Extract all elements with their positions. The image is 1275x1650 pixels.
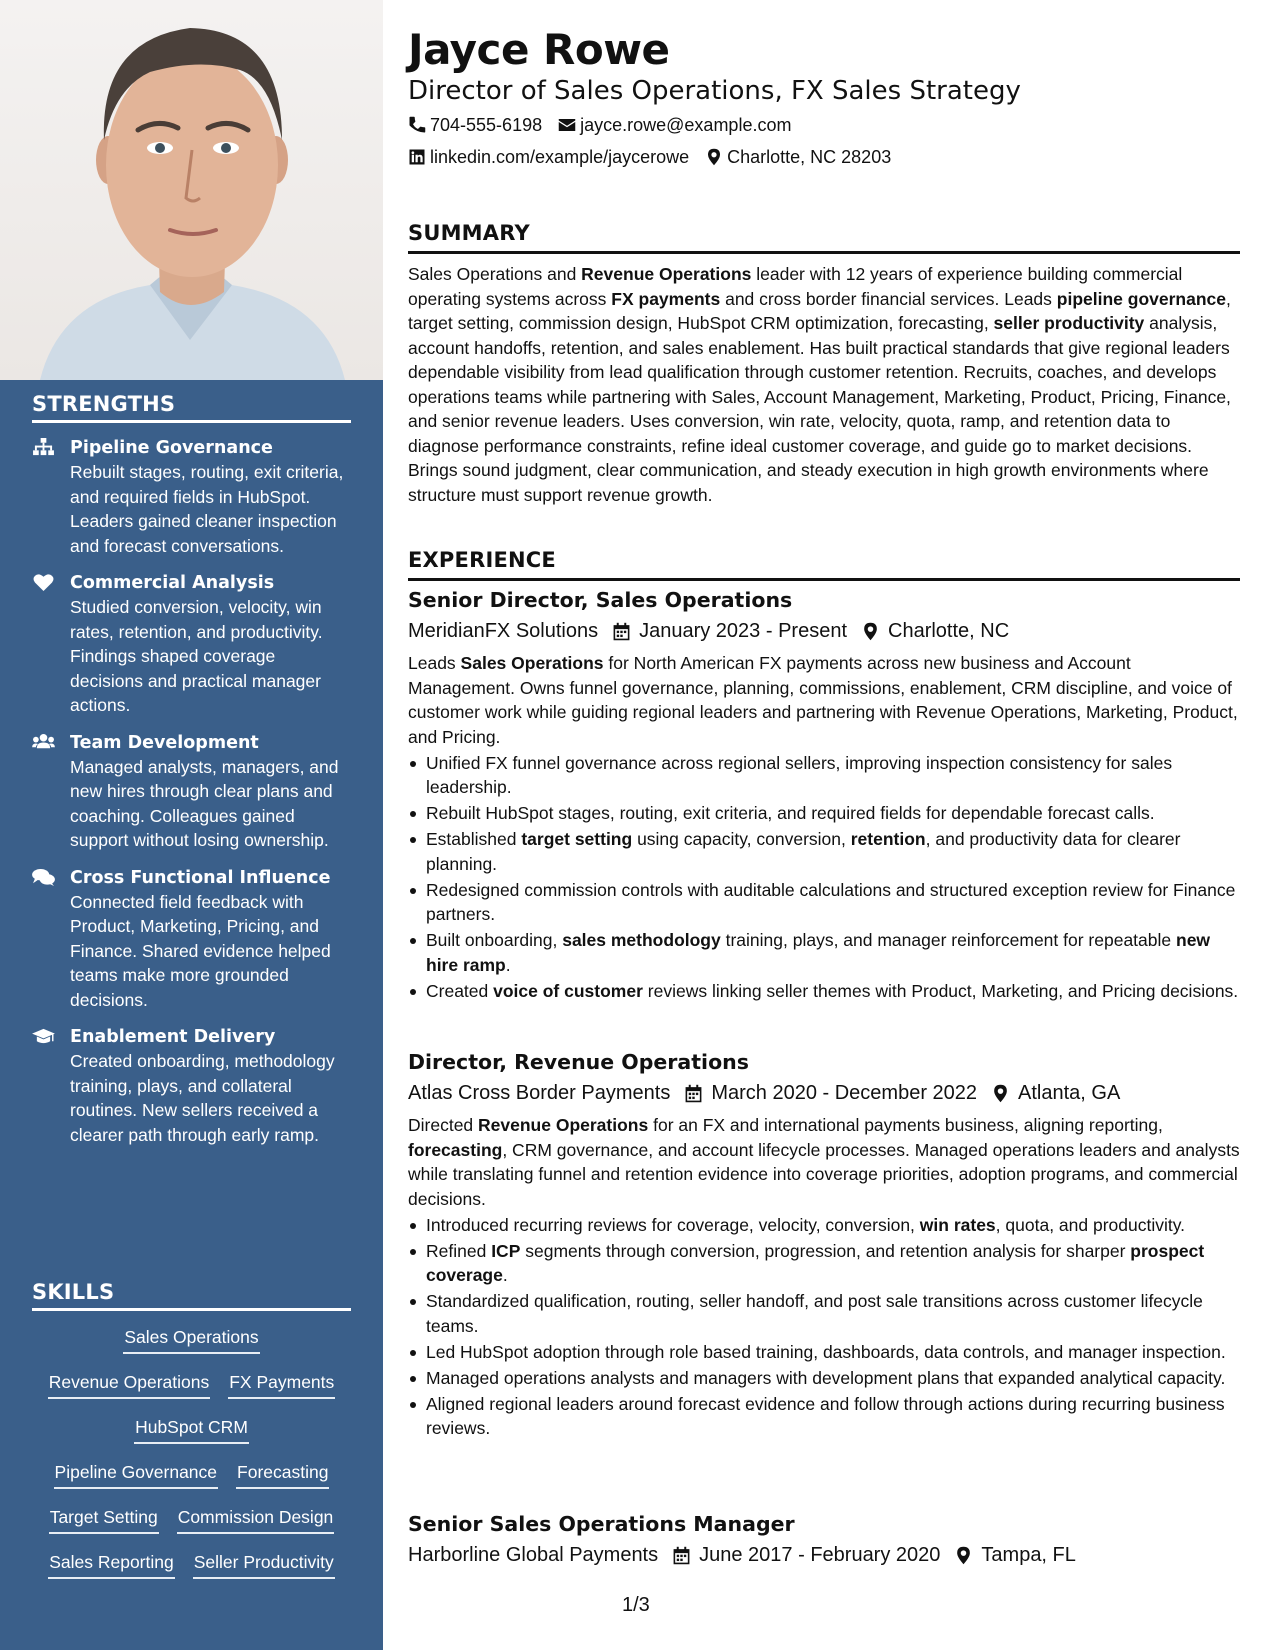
bullet-item: Unified FX funnel governance across regional sellers, improving inspection consistency for sales leadership. [408,751,1240,800]
contact-line [408,113,791,137]
phone-number: 704-555-6198 [430,115,543,135]
skill-tag: FX Payments [228,1370,335,1399]
job-dates: June 2017 - February 2020 [699,1544,941,1566]
strength-item [32,866,351,1013]
strength-title: Cross Functional Influence [70,867,331,888]
sidebar [0,0,383,1650]
job-entry [408,586,1240,1003]
summary-text: Sales Operations and Revenue Operations leader with 12 years of experience building commercial operating systems across FX payments and cross border financial services. Leads pipeline governance, target setting, commission design, HubSpot CRM optimization, forecasting, seller productivity analysis, account handoffs, retention, and sales enablement. Has built practical standards that give regional leaders dependable visibility from lead qualification through customer retention. Recruits, coaches, and develops operations teams while partnering with Sales, Account Management, Marketing, Product, Pricing, Finance, and senior revenue leaders. Uses conversion, win rate, velocity, quota, ramp, and retention data to diagnose performance constraints, refine ideal customer coverage, and guide go to market decisions. Brings sound judgment, clear communication, and steady execution in high growth environments where structure must support revenue growth. [408,264,1231,505]
strengths-heading: STRENGTHS [32,392,351,423]
job-title: Senior Sales Operations Manager [408,1512,795,1536]
portrait-illustration [0,0,383,380]
comments-icon [32,866,70,1013]
skill-tag: Pipeline Governance [54,1460,218,1489]
heart-icon [32,571,70,718]
users-icon [32,731,70,853]
map-marker-icon [861,622,880,641]
strength-text: Connected field feedback with Product, Marketing, Pricing, and Finance. Shared evidence helped teams make more grounded decisions. [70,891,331,1010]
job-title: Director, Revenue Operations [408,1050,749,1074]
job-description: Leads Sales Operations for North American FX payments across new business and Account Management. Owns funnel governance, planning, commissions, enablement, CRM discipline, and voice of customer work while guiding regional leaders and partnering with Revenue Operations, Marketing, Product, and Pricing. [408,653,1238,747]
skills-row [32,1415,351,1460]
strength-title: Pipeline Governance [70,438,273,458]
skill-tag: Sales Operations [123,1325,259,1354]
company-name: MeridianFX Solutions [408,620,599,642]
skills-row [32,1325,351,1370]
profile-photo [0,0,383,380]
bullet-item: Standardized qualification, routing, seller handoff, and post sale transitions across customer lifecycle teams. [408,1289,1240,1338]
strength-text: Studied conversion, velocity, win rates, retention, and productivity. Findings shaped coverage decisions and practical manager actions. [70,597,323,715]
job-entry [408,1510,1240,1570]
location-text: Charlotte, NC 28203 [727,147,892,167]
strength-item [32,571,351,718]
bullet-item: Refined ICP segments through conversion, progression, and retention analysis for sharper prospect coverage. [408,1239,1240,1288]
skills-row [32,1505,351,1550]
calendar-icon [684,1084,703,1103]
map-marker-icon [705,148,723,166]
sitemap-icon [32,436,70,558]
email-address: jayce.rowe@example.com [580,115,792,135]
strength-item [32,1025,351,1147]
page-number: 1/3 [622,1594,650,1616]
skill-tag: Target Setting [49,1505,159,1534]
strength-title: Enablement Delivery [70,1027,276,1047]
skill-tag: Seller Productivity [193,1550,335,1579]
strength-item [32,436,351,558]
job-location: Tampa, FL [981,1544,1076,1566]
job-bullets [408,1213,1240,1441]
skills-row [32,1460,351,1505]
strength-title: Team Development [70,732,259,753]
bullet-item: Established target setting using capacity, conversion, retention, and productivity data for clearer planning. [408,827,1240,876]
candidate-title: Director of Sales Operations, FX Sales Strategy [408,76,1021,106]
bullet-item: Managed operations analysts and managers with development plans that expanded analytical capacity. [408,1366,1240,1391]
experience-heading: EXPERIENCE [408,546,1240,581]
linkedin-url: linkedin.com/example/jaycerowe [430,147,690,167]
calendar-icon [612,622,631,641]
bullet-item: Introduced recurring reviews for coverage, velocity, conversion, win rates, quota, and productivity. [408,1213,1240,1238]
job-description: Directed Revenue Operations for an FX and international payments business, aligning reporting, forecasting, CRM governance, and account lifecycle processes. Managed operations leaders and analysts while translating funnel and retention evidence into coverage priorities, adoption programs, and commercial decisions. [408,1115,1240,1209]
map-marker-icon [954,1546,973,1565]
company-name: Atlas Cross Border Payments [408,1082,671,1104]
linkedin-contact [408,145,689,169]
bullet-item: Built onboarding, sales methodology training, plays, and manager reinforcement for repeatable new hire ramp. [408,928,1240,977]
email-contact [558,113,791,137]
skill-tag: Commission Design [177,1505,335,1534]
graduation-cap-icon [32,1025,70,1147]
bullet-item: Led HubSpot adoption through role based training, dashboards, data controls, and manager inspection. [408,1340,1240,1365]
strength-text: Managed analysts, managers, and new hires through clear plans and coaching. Colleagues gained support without losing ownership. [70,756,339,850]
bullet-item: Redesigned commission controls with auditable calculations and structured exception review for Finance partners. [408,878,1240,927]
envelope-icon [558,116,576,134]
contact-line [408,145,891,169]
calendar-icon [672,1546,691,1565]
company-name: Harborline Global Payments [408,1544,659,1566]
linkedin-icon [408,148,426,166]
bullet-item: Aligned regional leaders around forecast evidence and follow through actions during recurring business reviews. [408,1392,1240,1441]
skill-tag: HubSpot CRM [134,1415,249,1444]
strength-text: Created onboarding, methodology training, plays, and collateral routines. New sellers received a clearer path through early ramp. [70,1051,335,1145]
job-dates: January 2023 - Present [639,620,847,642]
job-title: Senior Director, Sales Operations [408,588,793,612]
phone-contact [408,113,542,137]
skills-row [32,1370,351,1415]
job-meta [408,1078,1240,1108]
skills-heading: SKILLS [32,1280,351,1311]
skill-tag: Forecasting [236,1460,329,1489]
location-contact [705,145,891,169]
skill-tag: Revenue Operations [48,1370,211,1399]
summary-heading: SUMMARY [408,219,1240,254]
skills-list [32,1325,351,1595]
job-entry [408,1048,1240,1441]
phone-icon [408,116,426,134]
skill-tag: Sales Reporting [48,1550,175,1579]
job-meta [408,616,1240,646]
bullet-item: Created voice of customer reviews linking seller themes with Product, Marketing, and Pricing decisions. [408,979,1240,1004]
skills-row [32,1550,351,1595]
job-dates: March 2020 - December 2022 [711,1082,978,1104]
candidate-name: Jayce Rowe [408,25,670,74]
job-location: Charlotte, NC [888,620,1010,642]
map-marker-icon [991,1084,1010,1103]
strengths-section [32,392,351,1147]
bullet-item: Rebuilt HubSpot stages, routing, exit criteria, and required fields for dependable forecast calls. [408,801,1240,826]
job-location: Atlanta, GA [1018,1082,1121,1104]
skills-section [32,1280,351,1595]
strength-item [32,731,351,853]
job-bullets [408,751,1240,1004]
strength-title: Commercial Analysis [70,573,275,593]
strength-text: Rebuilt stages, routing, exit criteria, and required fields in HubSpot. Leaders gained cleaner inspection and forecast conversations. [70,462,344,556]
job-meta [408,1540,1240,1570]
